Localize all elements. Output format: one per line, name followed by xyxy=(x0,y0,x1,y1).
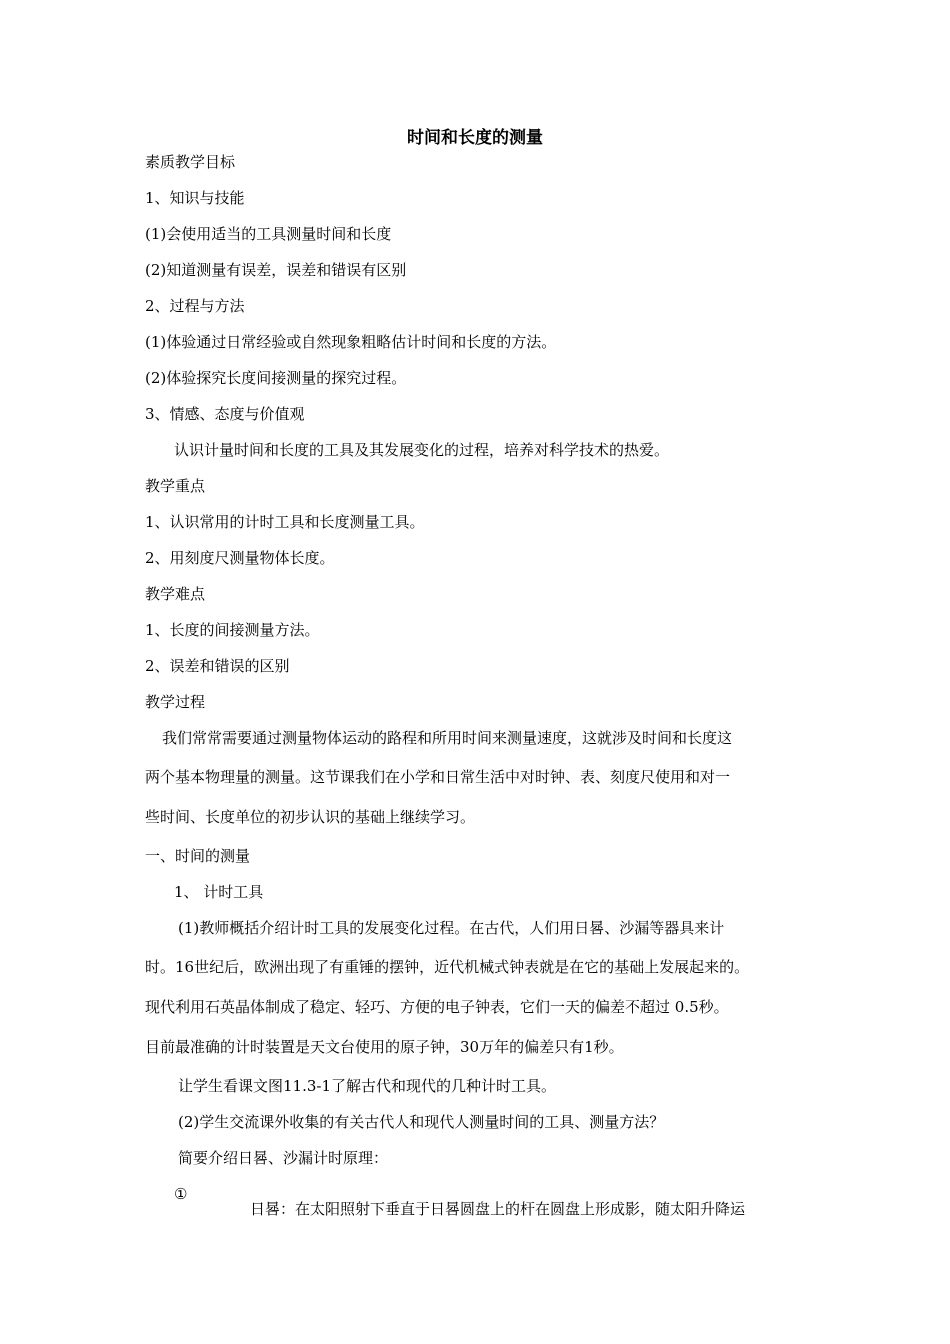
text-line: (1)会使用适当的工具测量时间和长度 xyxy=(145,225,392,243)
section-heading: 教学过程 xyxy=(145,693,206,711)
text-line: (2)学生交流课外收集的有关古代人和现代人测量时间的工具、测量方法？ xyxy=(178,1113,665,1131)
text-line: 认识计量时间和长度的工具及其发展变化的过程，培养对科学技术的热爱。 xyxy=(174,441,670,459)
text-line: (1)体验通过日常经验或自然现象粗略估计时间和长度的方法。 xyxy=(145,333,557,351)
document-title: 时间和长度的测量 xyxy=(407,128,543,148)
section-heading: 素质教学目标 xyxy=(145,153,236,171)
text-line: 现代利用石英晶体制成了稳定、轻巧、方便的电子钟表，它们一天的偏差不超过 0.5秒。 xyxy=(145,998,729,1016)
text-line: 1、知识与技能 xyxy=(145,189,245,207)
text-line: 时。16世纪后，欧洲出现了有重锤的摆钟，近代机械式钟表就是在它的基础上发展起来的。 xyxy=(145,958,750,976)
text-line: 2、过程与方法 xyxy=(145,297,245,315)
text-line: (1)教师概括介绍计时工具的发展变化过程。在古代，人们用日晷、沙漏等器具来计 xyxy=(178,919,725,937)
text-line: 2、用刻度尺测量物体长度。 xyxy=(145,549,335,567)
list-item-text: 日晷：在太阳照射下垂直于日晷圆盘上的杆在圆盘上形成影，随太阳升降运 xyxy=(250,1200,746,1218)
list-marker: ① xyxy=(174,1185,188,1203)
text-line: 1、 计时工具 xyxy=(174,883,264,901)
text-line: 目前最准确的计时装置是天文台使用的原子钟，30万年的偏差只有1秒。 xyxy=(145,1038,624,1056)
text-line: 让学生看课文图11.3-1了解古代和现代的几种计时工具。 xyxy=(178,1077,557,1095)
text-line: (2)体验探究长度间接测量的探究过程。 xyxy=(145,369,407,387)
text-line: 些时间、长度单位的初步认识的基础上继续学习。 xyxy=(145,808,476,826)
section-heading: 教学重点 xyxy=(145,477,206,495)
text-line: 简要介绍日晷、沙漏计时原理： xyxy=(178,1149,389,1167)
text-line: 1、认识常用的计时工具和长度测量工具。 xyxy=(145,513,425,531)
text-line: (2)知道测量有误差，误差和错误有区别 xyxy=(145,261,407,279)
text-line: 两个基本物理量的测量。这节课我们在小学和日常生活中对时钟、表、刻度尺使用和对一 xyxy=(145,768,731,786)
text-line: 2、误差和错误的区别 xyxy=(145,657,290,675)
text-line: 1、长度的间接测量方法。 xyxy=(145,621,320,639)
text-line: 一、时间的测量 xyxy=(145,847,251,865)
text-line: 3、情感、态度与价值观 xyxy=(145,405,305,423)
text-line: 我们常常需要通过测量物体运动的路程和所用时间来测量速度，这就涉及时间和长度这 xyxy=(162,729,733,747)
section-heading: 教学难点 xyxy=(145,585,206,603)
